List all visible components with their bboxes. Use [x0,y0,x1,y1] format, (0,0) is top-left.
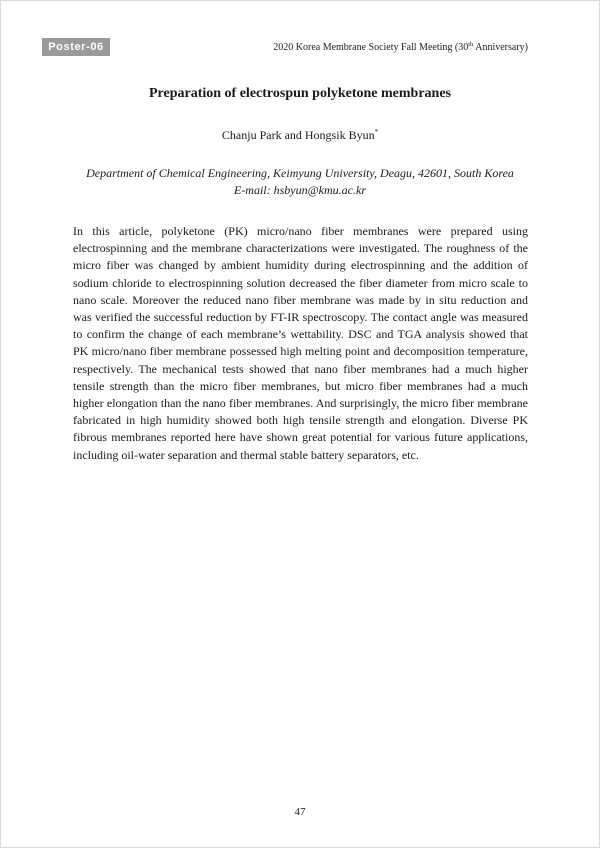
running-header [273,42,528,53]
affiliation-department: Department of Chemical Engineering, Keimyung University, Deagu, 42601, South Korea [86,166,514,180]
header-text-end: Anniversary) [473,42,528,53]
poster-badge: Poster-06 [42,38,110,56]
abstract-paragraph: In this article, polyketone (PK) micro/nano fiber membranes were prepared using electrospinning and the membrane characterizations were investigated. The roughness of the micro fiber was changed by ambient humidity during electrospinning and the addition of sodium chloride to electrospinning solution decreased the fiber diameter from micro scale to nano scale. Moreover the reduced nano fiber membrane was made by in situ reduction and was verified the successful reduction by FT-IR spectroscopy. The contact angle was measured to confirm the change of each membrane’s wettability. DSC and TGA analysis showed that PK micro/nano fiber membrane possessed high melting point and decomposition temperature, respectively. The mechanical tests showed that nano fiber membranes had a much higher tensile strength than the micro fiber membranes, but micro fiber membranes had a much higher elongation than the nano fiber membranes. And surprisingly, the micro fiber membrane fabricated in high humidity showed both high tensile strength and elongation. Diverse PK fibrous membranes reported here have shown great potential for various future applications, including oil-water separation and thermal stable battery separators, etc. [73,224,528,462]
author-line [0,128,600,143]
corresponding-author-mark: * [374,128,379,136]
affiliation-block [0,165,600,199]
header-text: 2020 Korea Membrane Society Fall Meeting (30 [273,42,469,53]
paper-title: Preparation of electrospun polyketone membranes [148,86,451,101]
page-number: 47 [294,806,306,818]
abstract-body [73,223,528,464]
affiliation-email: E-mail: hsbyun@kmu.ac.kr [233,183,366,197]
header-superscript: th [468,41,474,48]
author-names: Chanju Park and Hongsik Byun [221,128,375,142]
